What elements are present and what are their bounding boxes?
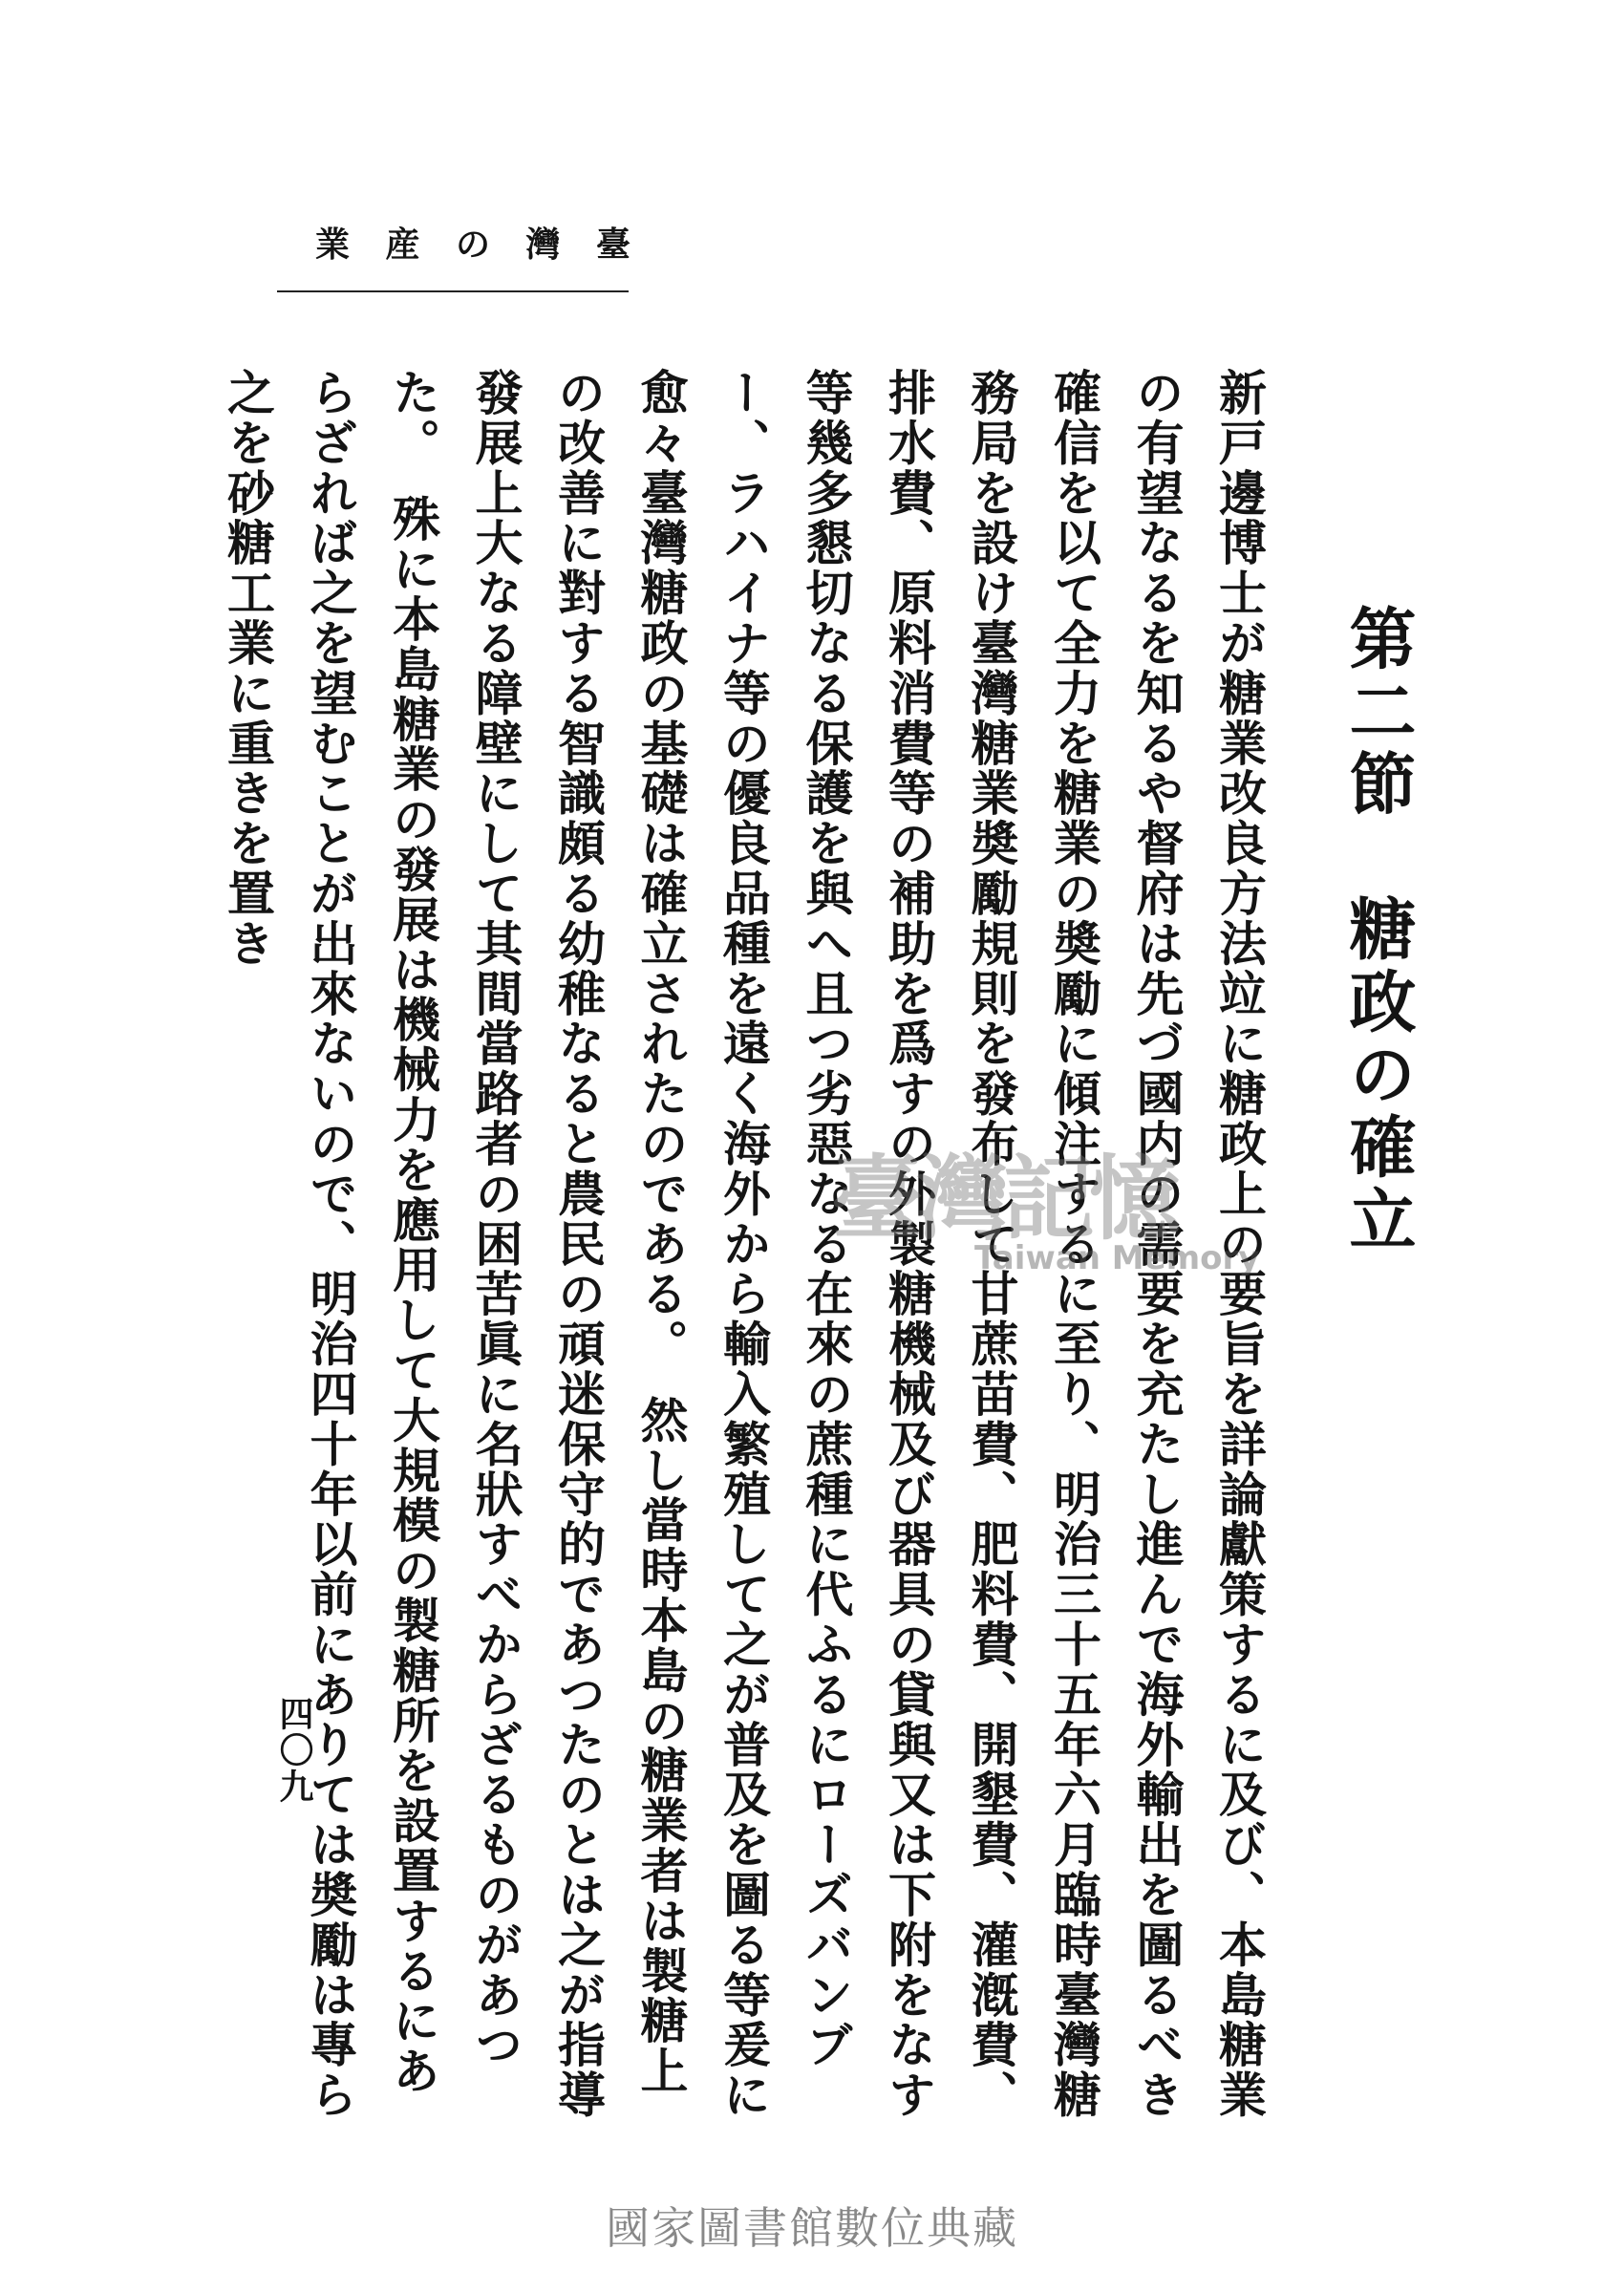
header-rule bbox=[277, 290, 629, 292]
running-header-char: 臺 bbox=[595, 225, 630, 265]
body-text: 新戸邊博士が糖業改良方法竝に糖政上の要旨を詳論獻策するに及び、本島糖業の有望なるを知るや督府は先づ國内の需要を充たし進んで海外輸出を圖るべき確信を以て全力を糖業の奬勵に傾注するに至り、明治三十五年六月臨時臺灣糖務局を設け臺灣糖業奬勵規則を發布して甘蔗苗費、肥料費、開墾費、灌漑費、排水費、原料消費等の補助を爲すの外製糖機械及び器具の貸與又は下附をなす等幾多懇切なる保護を與へ且つ劣惡なる在來の蔗種に代ふるにローズバンブー、ラハイナ等の優良品種を遠く海外から輸入繁殖して之が普及を圖る等爰に愈々臺灣糖政の基礎は確立されたのである。 然し當時本島の糖業者は製糖上の改善に對する智識頗る幼稚なると農民の頑迷保守的であつたのとは之が指導發展上大なる障壁にして其間當路者の困苦眞に名狀すべからざるものがあつた。 殊に本島糖業の發展は機械力を應用して大規模の製糖所を設置するにあらざれば之を望むことが出來ないので、明治四十年以前にありては奬勵は專ら之を砂糖工業に重きを置き bbox=[220, 368, 1268, 2121]
watermark-subtitle: Taiwan Memory bbox=[974, 1239, 1260, 1277]
page-number: 四〇九 bbox=[274, 1696, 314, 1805]
running-header-char: 産 bbox=[385, 225, 420, 265]
footer-credit: 國家圖書館數位典藏 bbox=[606, 2202, 1018, 2254]
running-header bbox=[315, 225, 630, 265]
running-header-char: 灣 bbox=[525, 225, 561, 265]
watermark-chars: 臺灣記憶 bbox=[831, 1145, 1175, 1253]
section-title: 第二節 糖政の確立 bbox=[1338, 604, 1418, 1257]
running-header-char: の bbox=[455, 225, 490, 265]
watermark-logo bbox=[831, 1145, 1290, 1295]
running-header-char: 業 bbox=[315, 225, 351, 265]
